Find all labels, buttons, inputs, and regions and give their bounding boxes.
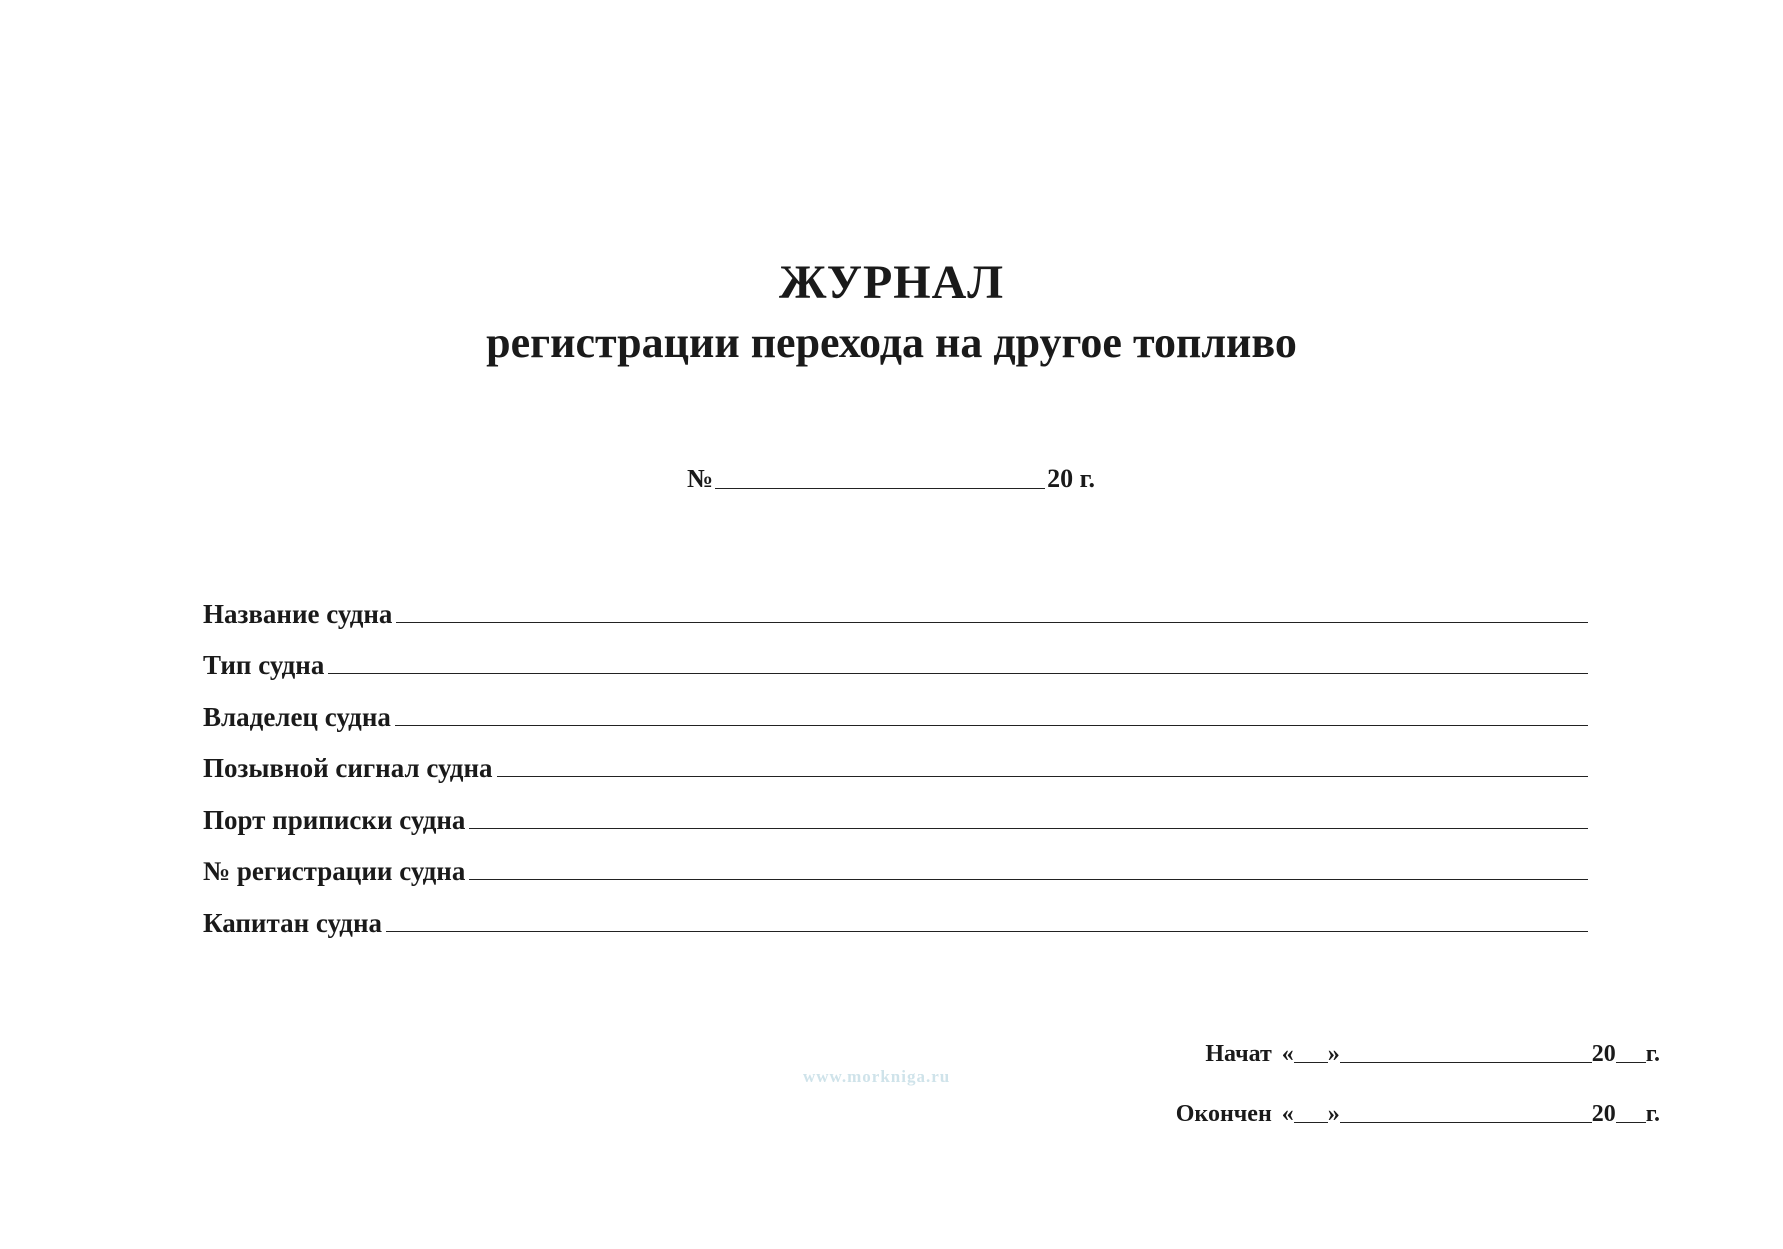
year-label: 20 г. (1047, 464, 1096, 493)
field-row-registration-number (203, 836, 1588, 888)
year-suffix: г. (1645, 1041, 1660, 1067)
open-quote: « (1281, 1041, 1294, 1067)
year-prefix: 20 (1591, 1041, 1616, 1067)
date-row-ended (1150, 1068, 1660, 1128)
page-title: ЖУРНАЛ (778, 256, 1005, 309)
home-port-field[interactable] (469, 827, 1588, 829)
ship-info-fields (203, 578, 1588, 939)
captain-field[interactable] (386, 930, 1588, 932)
field-label: Позывной сигнал судна (203, 753, 493, 783)
journal-number-field[interactable] (715, 488, 1045, 489)
watermark: www.morkniga.ru (803, 1067, 951, 1086)
journal-dates (1150, 1008, 1660, 1128)
ended-year-field[interactable] (1616, 1122, 1646, 1123)
ended-month-field[interactable] (1340, 1122, 1592, 1123)
field-row-home-port (203, 784, 1588, 836)
field-label: Тип судна (203, 650, 325, 680)
registration-number-field[interactable] (469, 878, 1588, 880)
field-label: Порт приписки судна (203, 804, 466, 835)
call-sign-field[interactable] (497, 775, 1588, 777)
date-row-started (1150, 1008, 1660, 1068)
journal-number-line (687, 458, 1095, 494)
number-sign: № (687, 464, 714, 493)
started-label: Начат (1205, 1041, 1272, 1067)
ship-name-field[interactable] (396, 621, 1588, 623)
started-month-field[interactable] (1340, 1062, 1592, 1063)
field-row-captain (203, 887, 1588, 939)
year-prefix: 20 (1591, 1101, 1616, 1127)
field-row-ship-owner (203, 681, 1588, 733)
field-row-call-sign (203, 733, 1588, 785)
field-label: № регистрации судна (203, 856, 466, 886)
field-row-ship-type (203, 630, 1588, 682)
field-label: Название судна (203, 598, 393, 629)
close-quote: » (1327, 1101, 1340, 1127)
year-suffix: г. (1645, 1101, 1660, 1127)
open-quote: « (1281, 1101, 1294, 1127)
field-row-ship-name (203, 578, 1588, 630)
ship-type-field[interactable] (328, 672, 1588, 674)
close-quote: » (1327, 1041, 1340, 1067)
page-subtitle: регистрации перехода на другое топливо (486, 318, 1297, 367)
ship-owner-field[interactable] (395, 724, 1588, 726)
field-label: Владелец судна (203, 701, 391, 732)
started-year-field[interactable] (1616, 1062, 1646, 1063)
ended-day-field[interactable] (1294, 1122, 1328, 1123)
field-label: Капитан судна (203, 907, 383, 938)
ended-label: Окончен (1175, 1101, 1272, 1127)
started-day-field[interactable] (1294, 1062, 1328, 1063)
